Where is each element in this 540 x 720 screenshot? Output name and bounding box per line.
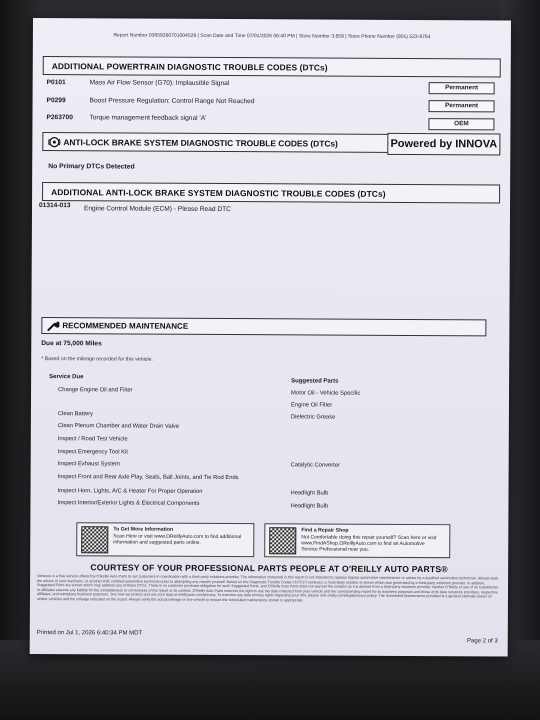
service-due-header: Service Due [49, 374, 84, 381]
maintenance-section-header [41, 317, 486, 336]
suggested-part: Engine Oil Filter [290, 402, 333, 409]
service-item: Inspect / Road Test Vehicle [57, 436, 128, 443]
suggested-part: Catalytic Converter [290, 462, 340, 469]
service-item: Clean Plenum Chamber and Water Drain Valve [57, 423, 180, 430]
disclaimer-text: Verlaces is a free service offered by O'Reilly Auto Parts to our customers in coordination with a third-party solutions provider. The information contained in this report is not intended to replace regular automotive maintenance or advice by a qualified automotive technician. Always seek the advice of your mechanic, or another ASE certified automotive technician prior to attempting any repairs yourself. Based on the Diagnostic Trouble Codes ("DTCs") retrieved, a most likely solution is shown which was generated by a third-party solutions provider. In addition, Suggested Parts are shown which may address any of these DTCs. There is no customer purchase obligation for such Suggested Parts, and O'Reilly Auto Parts does not warrant the solution as it is derived from a third-party solutions provider. Neither O'Reilly or any of its subsidiaries or affiliates assume any liability for the completeness or correctness of the report or its content. O'Reilly Auto Parts reserves the right to use the data collected from your vehicle and the corresponding report for its business purposes and those of its data solutions providers, respective affiliates, and subsidiary business purposes. See how we protect and use your data at oreillyauto.com/privacy. To exercise any data privacy rights regarding your VIN, please visit oreilly.com/legal/privacy-policy. The Scheduled Maintenance provided is a general estimate based on similar vehicles and the mileage indicated on the report. Always verify the actual mileage on the vehicle to ensure the scheduled maintenance shown is appropriate. [36, 574, 499, 603]
dtc-status-badge: Permanent [429, 82, 495, 94]
repair-shop-box[interactable] [264, 523, 450, 558]
service-item: Inspect Horn, Lights, A/C & Heater For Proper Operation [57, 488, 203, 495]
suggested-part: Dielectric Grease [290, 414, 336, 421]
wrench-icon [47, 320, 59, 331]
maintenance-section-title: RECOMMENDED MAINTENANCE [62, 321, 189, 331]
dtc-description: Boost Pressure Regulation: Control Range Not Reached [89, 97, 255, 106]
dtc-description: Mass Air Flow Sensor (G70): Implausible Signal [89, 79, 230, 88]
dtc-description: Engine Control Module (ECM) - Please Read DTC [83, 205, 231, 214]
repair-shop-text: Not Comfortable doing this repair yourself? Scan here or visit www.FindAShop.OReillyAuto.com to find an Automotive Service Professional near you. [301, 534, 437, 553]
dtc-status-badge: OEM [428, 118, 494, 130]
maintenance-due: Due at 75,000 Miles [41, 340, 102, 348]
innova-logo: Powered by INNOVA [387, 133, 500, 156]
report-page [30, 18, 511, 656]
repair-shop-title: Find a Repair Shop [301, 527, 349, 534]
dtc-code: P0101 [46, 79, 66, 87]
suggested-part: Motor Oil - Vehicle Specific [291, 390, 361, 397]
printed-timestamp: Printed on Jul 1, 2026 6:40:34 PM MDT [36, 630, 143, 637]
qr-code[interactable] [269, 527, 296, 554]
more-info-text: Scan Here or visit www.OReillyAuto.com to find additional information and suggested parts online. [113, 533, 242, 546]
service-item: Inspect Emergency Tool Kit [57, 449, 128, 456]
service-item: Clean Battery [57, 411, 94, 418]
suggested-parts-header: Suggested Parts [291, 378, 339, 385]
brake-icon [48, 136, 60, 148]
more-info-title: To Get More Information [113, 526, 174, 533]
service-item: Change Engine Oil and Filter [58, 387, 133, 394]
dtc-code: P0299 [46, 97, 66, 105]
powertrain-section-title: ADDITIONAL POWERTRAIN DIAGNOSTIC TROUBLE CODES (DTCs) [43, 56, 501, 77]
dtc-status-badge: Permanent [429, 100, 495, 112]
suggested-part: Headlight Bulb [290, 490, 329, 497]
maintenance-note: * Based on the mileage recorded for this vehicle. [41, 356, 153, 363]
report-header: Report Number 03659260701004529 | Scan Date and Time 07/01/2026 06:40 PM | Store Number 3,659 | Store Phone Number (801) 523-8764 [113, 32, 431, 41]
abs-section-title: ANTI-LOCK BRAKE SYSTEM DIAGNOSTIC TROUBLE CODES (DTCs) [63, 137, 338, 149]
dtc-description: Torque management feedback signal 'A' [89, 114, 207, 122]
more-info-box[interactable] [76, 522, 254, 557]
page-number: Page 2 of 3 [467, 638, 498, 645]
courtesy-banner: COURTESY OF YOUR PROFESSIONAL PARTS PEOPLE AT O'REILLY AUTO PARTS® [90, 562, 448, 575]
qr-code[interactable] [81, 526, 108, 553]
abs-status-message: No Primary DTCs Detected [48, 163, 135, 171]
dtc-code: 01314-013 [38, 202, 71, 210]
service-item: Inspect Exhaust System [57, 461, 120, 468]
suggested-part: Headlight Bulb [290, 503, 329, 510]
service-item: Inspect Interior/Exterior Lights & Electrical Components [57, 500, 200, 507]
service-item: Inspect Front and Rear Axle Play, Seals, Ball Joints, and Tie Rod Ends [57, 474, 239, 482]
abs-additional-section-title: ADDITIONAL ANTI-LOCK BRAKE SYSTEM DIAGNOSTIC TROUBLE CODES (DTCs) [42, 182, 500, 203]
dtc-code: P263700 [46, 114, 73, 122]
